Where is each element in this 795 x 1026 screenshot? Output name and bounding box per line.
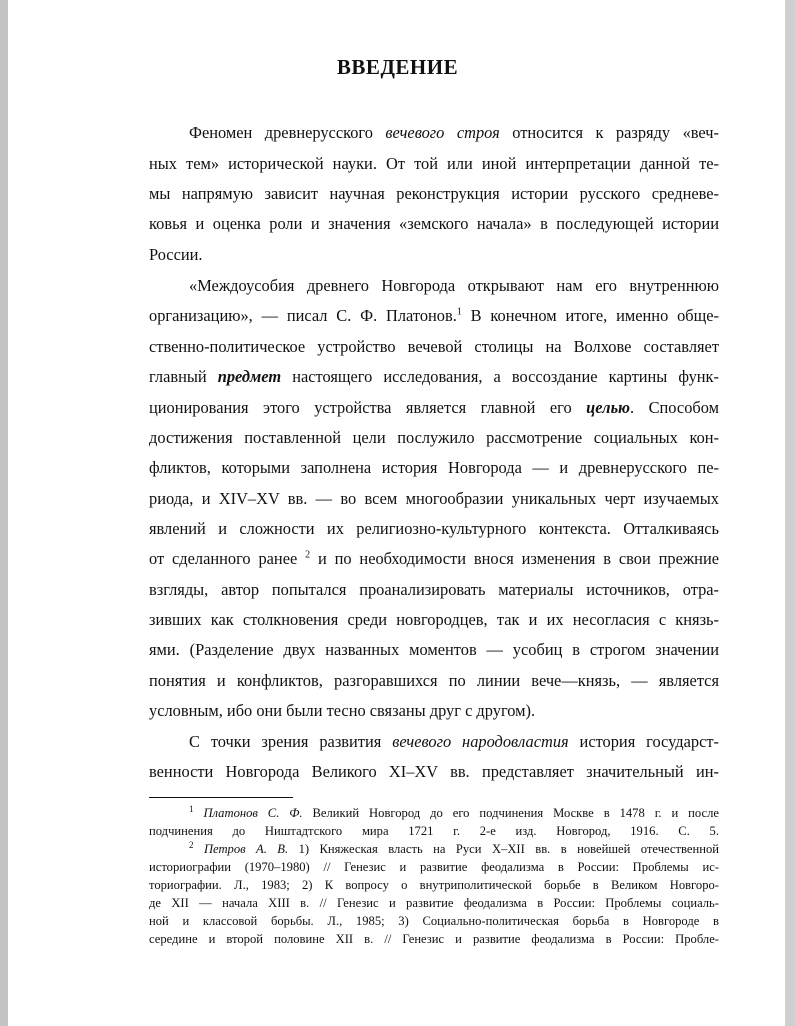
footnote-line: подчинения до Ништадтского мира 1721 г. 2-е изд. Новгород, 1916. С. 5. xyxy=(149,824,719,838)
text-line: России. xyxy=(149,245,203,264)
text-line: «Междоусобия древнего Новгорода открывают нам его внутреннюю xyxy=(189,276,719,295)
text-span: Великий Новгород до его подчинения Москве в 1478 г. и после xyxy=(302,806,719,820)
text-line: достижения поставленной цели послужило рассмотрение социальных кон- xyxy=(149,428,719,447)
page-title: ВВЕДЕНИЕ xyxy=(336,55,459,79)
text-span: . Способом xyxy=(630,398,719,417)
text-line: мы напрямую зависит научная реконструкция истории русского средневе- xyxy=(149,184,719,203)
footnote-line xyxy=(189,839,719,857)
scan-edge-right xyxy=(785,0,795,1026)
footnote-line: середине и второй половине XII в. // Генезис и развитие феодализма в России: Пробле- xyxy=(149,932,719,946)
text-span: главный xyxy=(149,367,218,386)
text-span: настоящего исследования, а воссоздание картины функ- xyxy=(281,367,719,386)
text-line: ственно-политическое устройство вечевой столицы на Волхове составляет xyxy=(149,337,719,356)
text-line xyxy=(149,367,719,387)
emphasis-term: целью xyxy=(586,398,631,417)
text-span: В конечном итоге, именно обще- xyxy=(461,306,719,325)
text-line: фликтов, которыми заполнена история Новгорода — и древнерусского пе- xyxy=(149,458,719,477)
text-line: явлений и сложности их религиозно-культурного контекста. Отталкиваясь xyxy=(149,519,719,538)
text-line xyxy=(149,549,719,569)
text-span: относится к разряду «веч- xyxy=(499,123,719,142)
footnote-line: ториографии. Л., 1983; 2) К вопросу о внутриполитической борьбе в Великом Новгоро- xyxy=(149,878,719,892)
italic-term: вечевого народовластия xyxy=(392,732,569,751)
footnote-line: ной и классовой борьбы. Л., 1985; 3) Социально-политическая борьба в Новгороде в xyxy=(149,914,719,928)
text-line: ковья и оценка роли и значения «земского начала» в последующей истории xyxy=(149,214,719,233)
footnote-number: 2 xyxy=(189,839,194,850)
italic-term: вечевого строя xyxy=(385,123,500,142)
emphasis-term: предмет xyxy=(217,367,282,386)
text-line xyxy=(149,306,719,326)
text-line: условным, ибо они были тесно связаны друг с другом). xyxy=(149,701,536,720)
text-span: ционирования этого устройства является главной его xyxy=(149,398,587,417)
footnote-separator xyxy=(149,797,293,798)
text-line: ями. (Разделение двух названных моментов — усобиц в строгом значении xyxy=(149,640,719,659)
footnote-line xyxy=(189,803,719,821)
text-span: и по необходимости внося изменения в свои прежние xyxy=(310,549,719,568)
footnote-number: 1 xyxy=(189,803,194,814)
footnote-author: Петров А. В. xyxy=(203,842,289,856)
footnote-author: Платонов С. Ф. xyxy=(203,806,303,820)
text-line: венности Новгорода Великого XI–XV вв. представляет значительный ин- xyxy=(149,762,719,781)
text-line: понятия и конфликтов, разгоравшихся по линии вече—князь, — является xyxy=(149,671,719,690)
footnote-ref: 1 xyxy=(456,306,462,318)
text-line xyxy=(149,398,719,418)
text-line: взгляды, автор попытался проанализировать материалы источников, отра- xyxy=(149,580,719,599)
scan-edge-left xyxy=(0,0,8,1026)
text-span: организацию», — писал С. Ф. Платонов. xyxy=(149,306,457,325)
text-line xyxy=(189,123,719,143)
footnote-line: де XII — начала XIII в. // Генезис и развитие феодализма в России: Проблемы социаль- xyxy=(149,896,719,910)
text-line: риода, и XIV–XV вв. — во всем многообразии уникальных черт изучаемых xyxy=(149,489,719,508)
text-span: 1) Княжеская власть на Руси X–XII вв. в новейшей отечественной xyxy=(288,842,719,856)
text-span: история государст- xyxy=(568,732,719,751)
footnote-ref: 2 xyxy=(305,549,311,561)
text-line: ных тем» исторической науки. От той или иной интерпретации данной те- xyxy=(149,154,719,173)
text-line: зивших как столкновения среди новгородцев, так и их несогласия с князь- xyxy=(149,610,719,629)
text-span: от сделанного ранее xyxy=(149,549,306,568)
text-line xyxy=(189,732,719,752)
text-span: С точки зрения развития xyxy=(189,732,393,751)
text-span: Феномен древнерусского xyxy=(189,123,386,142)
footnote-line: историографии (1970–1980) // Генезис и развитие феодализма в России: Проблемы ис- xyxy=(149,860,719,874)
